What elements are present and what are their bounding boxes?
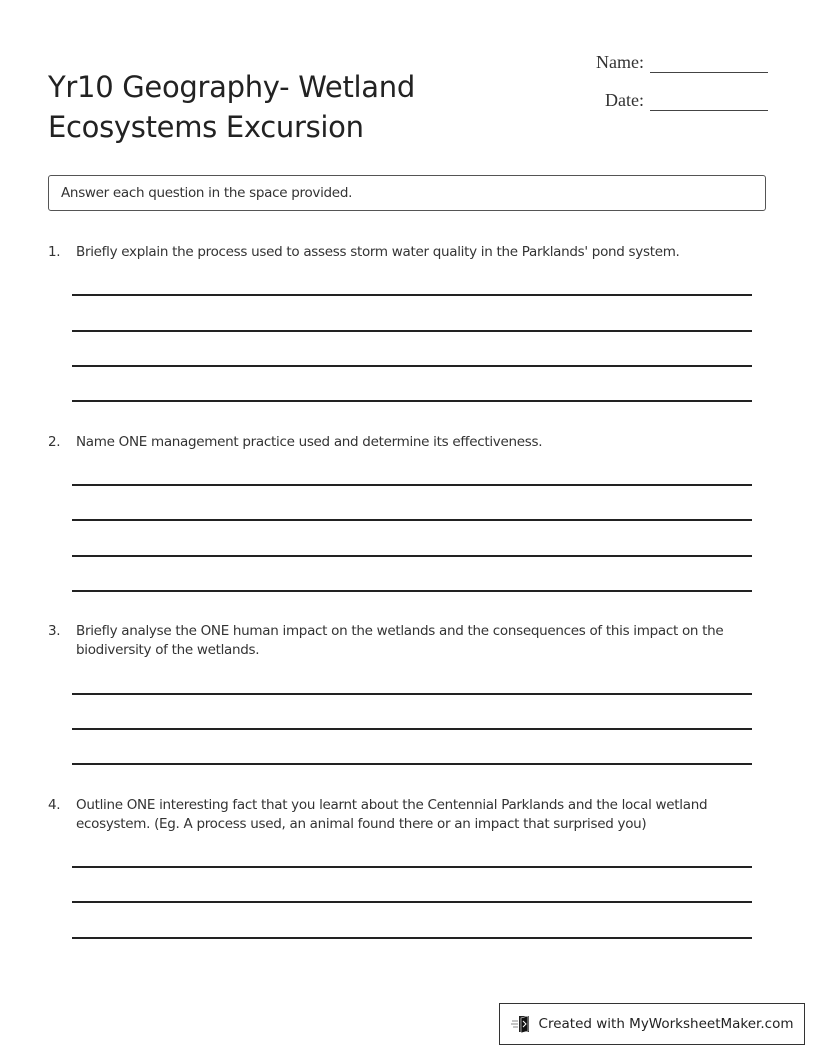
question-text: Name ONE management practice used and determine its effectiveness. <box>76 434 543 450</box>
name-blank[interactable] <box>650 54 768 73</box>
date-label: Date: <box>605 90 644 110</box>
question-1 <box>48 243 768 262</box>
answer-line[interactable] <box>72 555 752 557</box>
instructions-text: Answer each question in the space provided. <box>61 185 353 201</box>
answer-line[interactable] <box>72 400 752 402</box>
question-3 <box>48 622 768 660</box>
question-2 <box>48 433 768 452</box>
answer-line[interactable] <box>72 590 752 592</box>
answer-line[interactable] <box>72 519 752 521</box>
answer-line[interactable] <box>72 294 752 296</box>
worksheet-maker-logo-icon <box>511 1014 533 1034</box>
name-field[interactable] <box>596 52 768 73</box>
answer-line[interactable] <box>72 866 752 868</box>
question-number: 3. <box>48 623 61 639</box>
answer-line[interactable] <box>72 901 752 903</box>
question-number: 4. <box>48 797 61 813</box>
answer-line[interactable] <box>72 937 752 939</box>
answer-line[interactable] <box>72 728 752 730</box>
question-number: 2. <box>48 434 61 450</box>
question-text: Outline ONE interesting fact that you learnt about the Centennial Parklands and the local wetland ecosystem. (Eg. A process used, an animal found there or an impact that surprised you) <box>76 797 708 832</box>
worksheet-title <box>48 67 508 147</box>
question-number: 1. <box>48 244 61 260</box>
answer-line[interactable] <box>72 763 752 765</box>
question-4 <box>48 796 768 834</box>
instructions-box <box>48 175 766 211</box>
question-text: Briefly explain the process used to assess storm water quality in the Parklands' pond system. <box>76 244 680 260</box>
footer-text: Created with MyWorksheetMaker.com <box>538 1016 794 1032</box>
answer-line[interactable] <box>72 330 752 332</box>
name-label: Name: <box>596 52 644 72</box>
title-line-2: Ecosystems Excursion <box>48 110 364 145</box>
answer-line[interactable] <box>72 484 752 486</box>
question-text: Briefly analyse the ONE human impact on the wetlands and the consequences of this impact on the biodiversity of the wetlands. <box>76 623 724 658</box>
title-line-1: Yr10 Geography- Wetland <box>48 70 415 105</box>
date-field[interactable] <box>605 90 768 111</box>
answer-line[interactable] <box>72 365 752 367</box>
created-with-badge[interactable] <box>499 1003 805 1045</box>
date-blank[interactable] <box>650 92 768 111</box>
answer-line[interactable] <box>72 693 752 695</box>
